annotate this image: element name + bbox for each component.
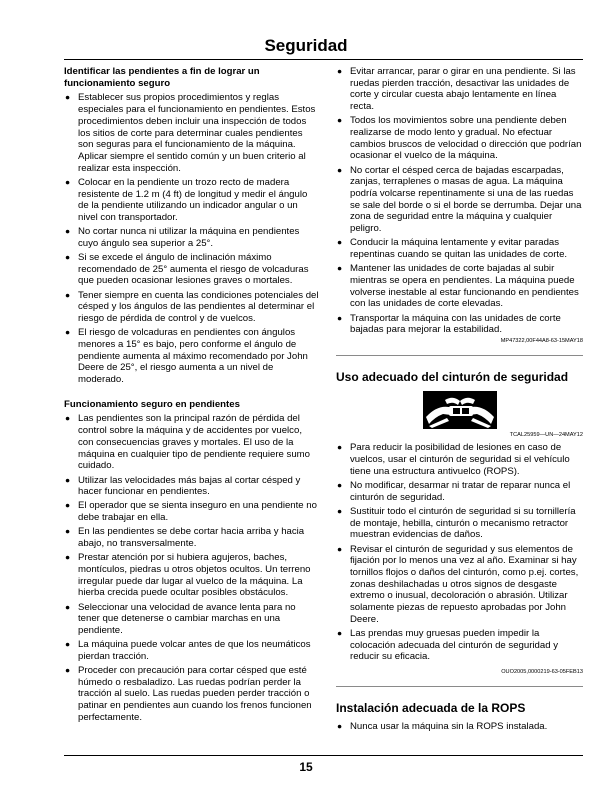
list-item: ● Las prendas muy gruesas pueden impedir la colocación adecuada del cinturón de seguridad y reducir su eficacia. (336, 628, 583, 663)
section-divider (336, 686, 583, 687)
section-title-seatbelt: Uso adecuado del cinturón de seguridad (336, 370, 569, 385)
footer-rule (64, 755, 583, 756)
list-item: ● Sustituir todo el cinturón de seguridad si su tornillería de montaje, hebilla, cinturón o mecanismo retractor muestran evidencias de daños. (336, 506, 583, 541)
reference-code: OUO2005,0000219-63-05FEB13 (501, 669, 583, 676)
list-item: ● Utilizar las velocidades más bajas al cortar césped y hacer funcionar en pendientes. (64, 475, 320, 498)
list-item: ● Si se excede el ángulo de inclinación máximo recomendado de 25° aumenta el riesgo de volcaduras que pueden ocasionar lesiones graves o mortales. (64, 252, 320, 287)
list-item: ● En las pendientes se debe cortar hacia arriba y hacia abajo, no transversalmente. (64, 526, 320, 549)
section-heading-safe-slope-operation: Funcionamiento seguro en pendientes (64, 398, 240, 410)
list-item: ● Prestar atención por si hubiera agujeros, baches, montículos, piedras u otros objetos ocultos. Un terreno irregular puede dar lugar al vuelco de la máquina. La hierba crecida puede ocultar posibles obstáculos. (64, 552, 320, 599)
reference-code: MP47322,00F44A8-63-15MAY18 (500, 338, 583, 345)
bullet-list-identify-slopes (64, 92, 320, 385)
page-number: 15 (299, 760, 313, 774)
list-item: ● Colocar en la pendiente un trozo recto de madera resistente de 1.2 m (4 ft) de longitud y medir el ángulo de la pendiente utilizando un indicador angular o un nivel con transportador. (64, 177, 320, 224)
list-item: ● No cortar el césped cerca de bajadas escarpadas, zanjas, terraplenes o masas de agua. La máquina podría volcarse repentinamente si una de las ruedas se sale del borde o si el borde se derrumba. Dejar una zona de seguridad entre la máquina y cualquier peligro. (336, 165, 583, 235)
list-item: ● Las pendientes son la principal razón de pérdida del control sobre la máquina y de accidentes por vuelco, con consecuencias graves y mortales. El uso de la máquina en cualquier tipo de pendiente requiere sumo cuidado. (64, 413, 320, 472)
list-item: ● No modificar, desarmar ni tratar de reparar nunca el cinturón de seguridad. (336, 480, 583, 503)
section-title-rops: Instalación adecuada de la ROPS (336, 701, 526, 716)
list-item: ● Todos los movimientos sobre una pendiente deben realizarse de modo lento y gradual. No efectuar cambios bruscos de velocidad o dirección que podrían ocasionar el vuelco de la máquina. (336, 115, 583, 162)
bullet-list-seatbelt (336, 442, 583, 663)
seatbelt-figure (336, 391, 583, 429)
right-column (336, 66, 583, 735)
list-item: ● El operador que se sienta inseguro en una pendiente no debe trabajar en ella. (64, 500, 320, 523)
list-item: ● Nunca usar la máquina sin la ROPS instalada. (336, 721, 583, 733)
list-item: ● No cortar nunca ni utilizar la máquina en pendientes cuyo ángulo sea superior a 25°. (64, 226, 320, 249)
seatbelt-buckle-icon (423, 391, 497, 429)
section-divider (336, 355, 583, 356)
list-item: ● Para reducir la posibilidad de lesiones en caso de vuelcos, usar el cinturón de seguridad si el vehículo tiene una estructura antivuelco (ROPS). (336, 442, 583, 477)
bullet-list-rops (336, 721, 583, 733)
section-heading-identify-slopes: Identificar las pendientes a fin de lograr un funcionamiento seguro (64, 66, 260, 89)
list-item: ● Establecer sus propios procedimientos y reglas especiales para el funcionamiento en pendientes. Estos procedimientos deben incluir una inspección de todos los sitios de corte para determinar cuales pendientes son seguras para el funcionamiento de la máquina. Aplicar siempre el sentido común y un buen criterio al realizar esta inspección. (64, 92, 320, 174)
left-column (64, 66, 320, 726)
list-item: ● Seleccionar una velocidad de avance lenta para no tener que detenerse o cambiar marchas en una pendiente. (64, 602, 320, 637)
list-item: ● Transportar la máquina con las unidades de corte bajadas para mejorar la estabilidad. (336, 313, 583, 336)
list-item: ● La máquina puede volcar antes de que los neumáticos pierdan tracción. (64, 639, 320, 662)
figure-caption: TCAL25959—UN—24MAY12 (509, 432, 583, 439)
list-item: ● Revisar el cinturón de seguridad y sus elementos de fijación por lo menos una vez al año. Examinar si hay tornillos flojos o daños del cinturón, como p.ej. cortes, zonas deshilachadas u otros signos de desgaste extremo o inusual, decoloración o abrasión. Utilizar solamente piezas de repuesto aprobadas por John Deere. (336, 544, 583, 626)
bullet-list-slope-continued (336, 66, 583, 336)
list-item: ● Conducir la máquina lentamente y evitar paradas repentinas cuando se quitan las unidades de corte. (336, 237, 583, 260)
list-item: ● El riesgo de volcaduras en pendientes con ángulos menores a 15° es bajo, pero conforme el ángulo de pendiente aumenta al máximo recomendado por John Deere de 25°, el riesgo aumenta a un nivel de moderado. (64, 327, 320, 386)
page-title: Seguridad (264, 36, 348, 55)
header-rule (64, 59, 583, 60)
list-item: ● Proceder con precaución para cortar césped que esté húmedo o resbaladizo. Las ruedas podrían perder la tracción al suelo. Las ruedas pueden perder tracción o patinar en pendientes aun cuando los frenos funcionen perfectamente. (64, 665, 320, 724)
list-item: ● Mantener las unidades de corte bajadas al subir mientras se opera en pendientes. La máquina puede volverse inestable al estar funcionando en pendientes con las unidades de corte elevadas. (336, 263, 583, 310)
list-item: ● Tener siempre en cuenta las condiciones potenciales del césped y los ángulos de las pendientes al determinar el riesgo de pérdida de control y de vuelcos. (64, 290, 320, 325)
bullet-list-safe-slope-operation (64, 413, 320, 723)
list-item: ● Evitar arrancar, parar o girar en una pendiente. Si las ruedas pierden tracción, desactivar las unidades de corte y circular cuesta abajo lentamente en línea recta. (336, 66, 583, 113)
